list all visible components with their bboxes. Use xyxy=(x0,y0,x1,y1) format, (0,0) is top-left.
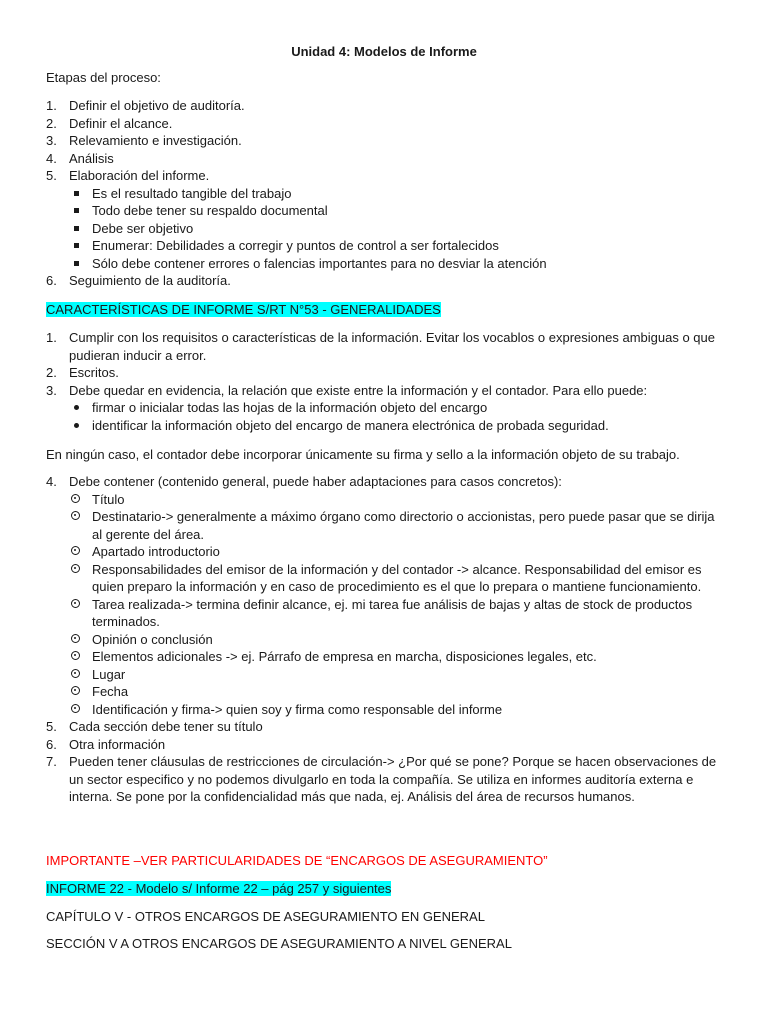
item-number: 5. xyxy=(46,719,57,734)
item-text: Relevamiento e investigación. xyxy=(69,133,242,148)
item-text: Debe contener (contenido general, puede haber adaptaciones para casos concretos): xyxy=(69,474,562,489)
item-number: 2. xyxy=(46,115,57,131)
contenido-bullets xyxy=(46,491,726,719)
contenido-list xyxy=(46,473,726,806)
highlighted-text: CARACTERÍSTICAS DE INFORME S/RT N°53 - GENERALIDADES xyxy=(46,302,441,317)
bullet-text: Todo debe tener su respaldo documental xyxy=(92,203,328,218)
list-item xyxy=(46,364,726,382)
list-item xyxy=(46,736,726,754)
target-bullet-icon xyxy=(71,511,80,520)
list-item xyxy=(46,666,726,684)
target-bullet-icon xyxy=(71,686,80,695)
etapas-list xyxy=(46,97,726,290)
bullet-text: Responsabilidades del emisor de la información y del contador -> alcance. Responsabilidad del emisor es quien preparo la información y en caso de procedimiento es el que lo prepara o mantiene funcionamiento. xyxy=(92,561,702,594)
list-item xyxy=(46,473,726,718)
target-bullet-icon xyxy=(71,634,80,643)
importante-note: IMPORTANTE –VER PARTICULARIDADES DE “ENCARGOS DE ASEGURAMIENTO” xyxy=(46,853,548,868)
item-number: 2. xyxy=(46,365,57,380)
bullet-text: Debe ser objetivo xyxy=(92,220,194,236)
bullet-text: Opinión o conclusión xyxy=(92,631,213,647)
informe-bullets xyxy=(46,185,726,273)
bullet-text: Destinatario-> generalmente a máximo órgano como directorio o accionistas, pero puede pasar que se dirija al gerente del área. xyxy=(92,509,715,542)
list-item xyxy=(46,561,726,596)
capitulo-heading: CAPÍTULO V - OTROS ENCARGOS DE ASEGURAMIENTO EN GENERAL xyxy=(46,909,485,924)
bullet-text: Enumerar: Debilidades a corregir y puntos de control a ser fortalecidos xyxy=(92,238,499,253)
item-number: 7. xyxy=(46,754,57,769)
list-item xyxy=(46,543,726,561)
list-item xyxy=(46,596,726,631)
square-bullet-icon xyxy=(74,208,79,213)
highlighted-text: INFORME 22 - Modelo s/ Informe 22 – pág 257 y siguientes xyxy=(46,881,392,896)
page-title: Unidad 4: Modelos de Informe xyxy=(291,44,477,59)
bullet-text: Tarea realizada-> termina definir alcance, ej. mi tarea fue análisis de bajas y altas de stock de productos terminados. xyxy=(92,596,693,629)
bullet-text: firmar o inicialar todas las hojas de la información objeto del encargo xyxy=(92,400,488,415)
square-bullet-icon xyxy=(74,191,79,196)
item-text: Cumplir con los requisitos o características de la información. Evitar los vocablos o expresiones ambiguas o que pudieran inducir a error. xyxy=(69,330,715,363)
list-item xyxy=(46,150,726,168)
bullet-text: identificar la información objeto del encargo de manera electrónica de probada seguridad. xyxy=(92,417,609,433)
target-bullet-icon xyxy=(71,651,80,660)
list-item xyxy=(46,701,726,719)
ningun-caso-paragraph: En ningún caso, el contador debe incorporar únicamente su firma y sello a la información objeto de su trabajo. xyxy=(46,447,680,462)
list-item xyxy=(46,718,726,736)
bullet-text: Sólo debe contener errores o falencias importantes para no desviar la atención xyxy=(92,255,547,271)
item-text: Otra información xyxy=(69,736,166,752)
square-bullet-icon xyxy=(74,261,79,266)
bullet-text: Fecha xyxy=(92,684,129,699)
evidencia-bullets xyxy=(46,399,726,434)
caracteristicas-heading xyxy=(46,301,726,319)
list-item xyxy=(46,648,726,666)
target-bullet-icon xyxy=(71,669,80,678)
item-text: Definir el objetivo de auditoría. xyxy=(69,98,245,113)
square-bullet-icon xyxy=(74,243,79,248)
target-bullet-icon xyxy=(71,564,80,573)
item-text: Análisis xyxy=(69,150,114,166)
target-bullet-icon xyxy=(71,599,80,608)
item-number: 3. xyxy=(46,133,57,148)
target-bullet-icon xyxy=(71,494,80,503)
list-item xyxy=(46,97,726,115)
list-item xyxy=(46,272,726,290)
item-text: Debe quedar en evidencia, la relación que existe entre la información y el contador. Para ello puede: xyxy=(69,382,648,398)
list-item xyxy=(46,167,726,272)
item-number: 5. xyxy=(46,168,57,183)
item-number: 3. xyxy=(46,382,57,398)
caracteristicas-list xyxy=(46,329,726,434)
list-item xyxy=(46,382,726,435)
round-bullet-icon xyxy=(74,405,79,410)
list-item xyxy=(46,508,726,543)
seccion-heading: SECCIÓN V A OTROS ENCARGOS DE ASEGURAMIENTO A NIVEL GENERAL xyxy=(46,936,512,951)
list-item xyxy=(46,399,726,417)
item-number: 6. xyxy=(46,736,57,752)
item-number: 1. xyxy=(46,98,57,113)
bullet-text: Lugar xyxy=(92,666,126,682)
list-item xyxy=(46,220,726,238)
target-bullet-icon xyxy=(71,704,80,713)
list-item xyxy=(46,417,726,435)
list-item xyxy=(46,185,726,203)
etapas-heading: Etapas del proceso: xyxy=(46,70,161,85)
bullet-text: Elementos adicionales -> ej. Párrafo de empresa en marcha, disposiciones legales, etc. xyxy=(92,649,597,664)
item-number: 4. xyxy=(46,474,57,489)
list-item xyxy=(46,631,726,649)
item-number: 4. xyxy=(46,150,57,166)
item-number: 6. xyxy=(46,273,57,288)
item-text: Pueden tener cláusulas de restricciones de circulación-> ¿Por qué se pone? Porque se hacen observaciones de un sector especifico y no podemos divulgarlo en toda la compañía. Se utiliza en informes auditoría externa e interna. Se pone por la confidencialidad más que nada, ej. Análisis del área de recursos humanos. xyxy=(69,754,717,804)
list-item xyxy=(46,683,726,701)
item-text: Definir el alcance. xyxy=(69,115,173,131)
list-item xyxy=(46,202,726,220)
bullet-text: Título xyxy=(92,491,125,507)
item-text: Cada sección debe tener su título xyxy=(69,719,263,734)
list-item xyxy=(46,132,726,150)
item-text: Elaboración del informe. xyxy=(69,168,210,183)
list-item xyxy=(46,329,726,364)
list-item xyxy=(46,753,726,806)
item-text: Escritos. xyxy=(69,365,119,380)
list-item xyxy=(46,237,726,255)
item-text: Seguimiento de la auditoría. xyxy=(69,273,231,288)
square-bullet-icon xyxy=(74,226,79,231)
bullet-text: Es el resultado tangible del trabajo xyxy=(92,185,292,201)
list-item xyxy=(46,115,726,133)
target-bullet-icon xyxy=(71,546,80,555)
round-bullet-icon xyxy=(74,423,79,428)
bullet-text: Apartado introductorio xyxy=(92,544,220,559)
list-item xyxy=(46,255,726,273)
list-item xyxy=(46,491,726,509)
informe-22-heading xyxy=(46,880,726,898)
bullet-text: Identificación y firma-> quien soy y firma como responsable del informe xyxy=(92,701,503,717)
item-number: 1. xyxy=(46,330,57,345)
